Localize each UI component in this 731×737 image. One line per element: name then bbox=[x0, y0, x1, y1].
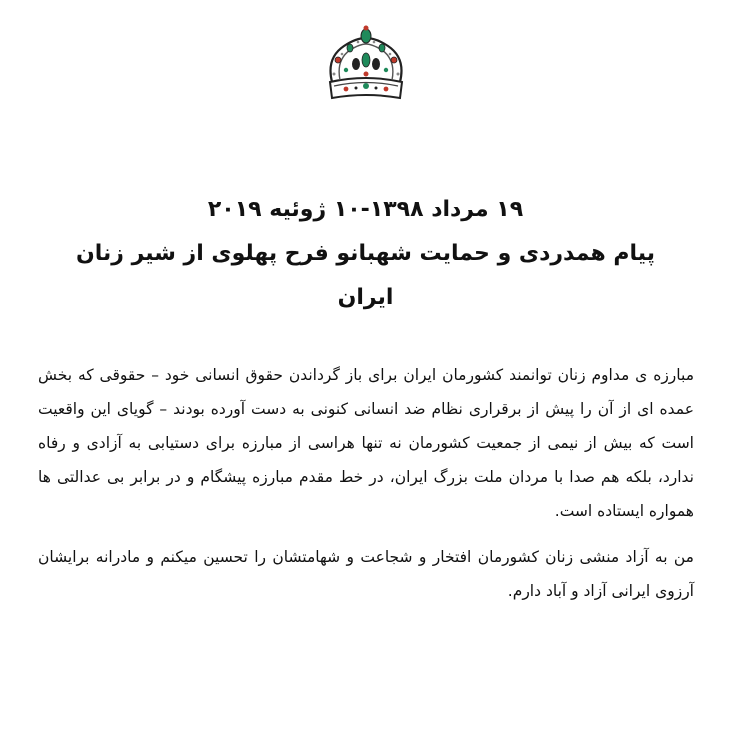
paragraph-1: مبارزه ی مداوم زنان توانمند کشورمان ایران برای باز گرداندن حقوق انسانی خود – حقوقی که بخش عمده ای از آن را پیش از برقراری نظام ضد انسانی کنونی به دست آورده بودند – گویای این واقعیت است که بیش از نیمی از جمعیت کشورمان نه تنها هراسی از مبارزه برای دستیابی به آزادی و رفاه ندارد، بلکه هم صدا با مردان ملت بزرگ ایران، در خط مقدم مبارزه پیشگام و در برابر بی عدالتی ها همواره ایستاده است. bbox=[38, 366, 694, 520]
title-line: پیام همدردی و حمایت شهبانو فرح پهلوی از شیر زنان bbox=[75, 241, 656, 266]
paragraph-2: من به آزاد منشی زنان کشورمان افتخار و شجاعت و شهامتشان را تحسین میکنم و مادرانه برایشان آرزوی ایرانی آزاد و آباد دارم. bbox=[38, 548, 694, 600]
statement-heading bbox=[40, 188, 691, 320]
date-line: ۱۹ مرداد ۱۳۹۸-۱۰ ژوئیه ۲۰۱۹ bbox=[207, 197, 524, 222]
title-line-2: ایران bbox=[337, 285, 394, 310]
pahlavi-crown-icon bbox=[316, 24, 416, 106]
statement-body bbox=[38, 358, 694, 620]
